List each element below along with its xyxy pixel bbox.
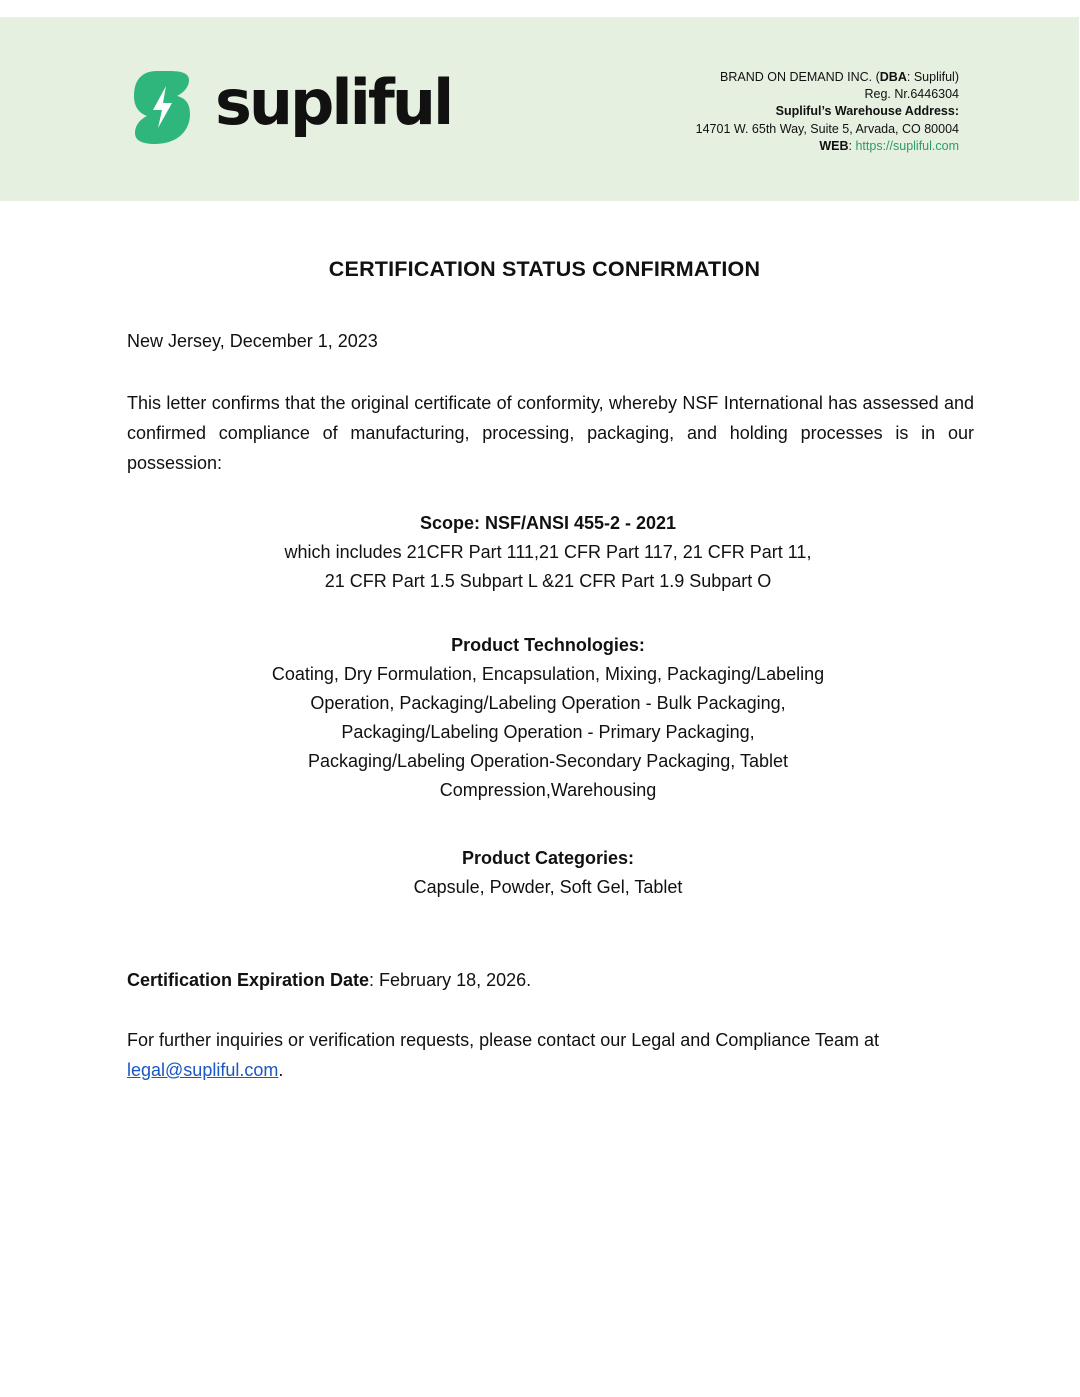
inquiries-paragraph xyxy=(127,1025,974,1085)
technologies-line: Operation, Packaging/Labeling Operation - Bulk Packaging, xyxy=(310,693,786,713)
scope-heading: Scope: NSF/ANSI 455-2 - 2021 xyxy=(419,513,677,533)
dba-value: Supliful xyxy=(913,70,955,84)
technologies-line: Packaging/Labeling Operation - Primary Packaging, xyxy=(341,722,755,742)
inquiries-period: . xyxy=(278,1060,284,1080)
inquiries-text: For further inquiries or verification requests, please contact our Legal and Compliance Team at xyxy=(127,1030,880,1050)
legal-email-link[interactable]: legal@supliful.com xyxy=(127,1060,279,1080)
logo-wordmark: supliful xyxy=(215,66,452,139)
website-link[interactable]: https://supliful.com xyxy=(855,138,959,153)
web-line: WEB: https://supliful.com xyxy=(819,138,959,153)
place-and-date: New Jersey, December 1, 2023 xyxy=(127,331,378,351)
company-name: BRAND ON DEMAND INC. xyxy=(720,70,873,84)
company-name-line: BRAND ON DEMAND INC. (DBA: Supliful) xyxy=(720,70,959,84)
supliful-logo xyxy=(133,66,452,145)
expiration-line xyxy=(127,965,974,995)
supliful-bolt-icon xyxy=(133,69,191,145)
registration-number: Reg. Nr.6446304 xyxy=(864,87,959,102)
dba-label: DBA xyxy=(879,70,907,84)
technologies-heading: Product Technologies: xyxy=(451,635,645,655)
expiration-label: Certification Expiration Date xyxy=(127,970,370,990)
technologies-line: Packaging/Labeling Operation-Secondary Packaging, Tablet xyxy=(308,751,788,771)
scope-line-1: which includes 21CFR Part 111,21 CFR Part 117, 21 CFR Part 11, xyxy=(284,542,812,562)
web-label: WEB xyxy=(819,138,849,153)
document-title: CERTIFICATION STATUS CONFIRMATION xyxy=(328,257,761,281)
technologies-line: Coating, Dry Formulation, Encapsulation, Mixing, Packaging/Labeling xyxy=(271,664,825,684)
technologies-list xyxy=(0,660,1080,805)
warehouse-address: 14701 W. 65th Way, Suite 5, Arvada, CO 80004 xyxy=(695,121,959,136)
technologies-line: Compression,Warehousing xyxy=(439,780,657,800)
company-info xyxy=(696,69,959,155)
expiration-date: : February 18, 2026. xyxy=(369,970,532,990)
scope-section xyxy=(0,509,1080,596)
categories-section xyxy=(0,844,1080,902)
categories-value: Capsule, Powder, Soft Gel, Tablet xyxy=(413,877,683,897)
warehouse-label: Supliful’s Warehouse Address: xyxy=(775,104,959,119)
intro-paragraph: This letter confirms that the original certificate of conformity, whereby NSF International has assessed and confirmed compliance of manufacturing, processing, packaging, and holding processes is in our possession: xyxy=(127,393,974,473)
categories-heading: Product Categories: xyxy=(461,848,635,868)
technologies-section xyxy=(0,631,1080,805)
scope-line-2: 21 CFR Part 1.5 Subpart L &21 CFR Part 1.9 Subpart O xyxy=(324,571,772,591)
